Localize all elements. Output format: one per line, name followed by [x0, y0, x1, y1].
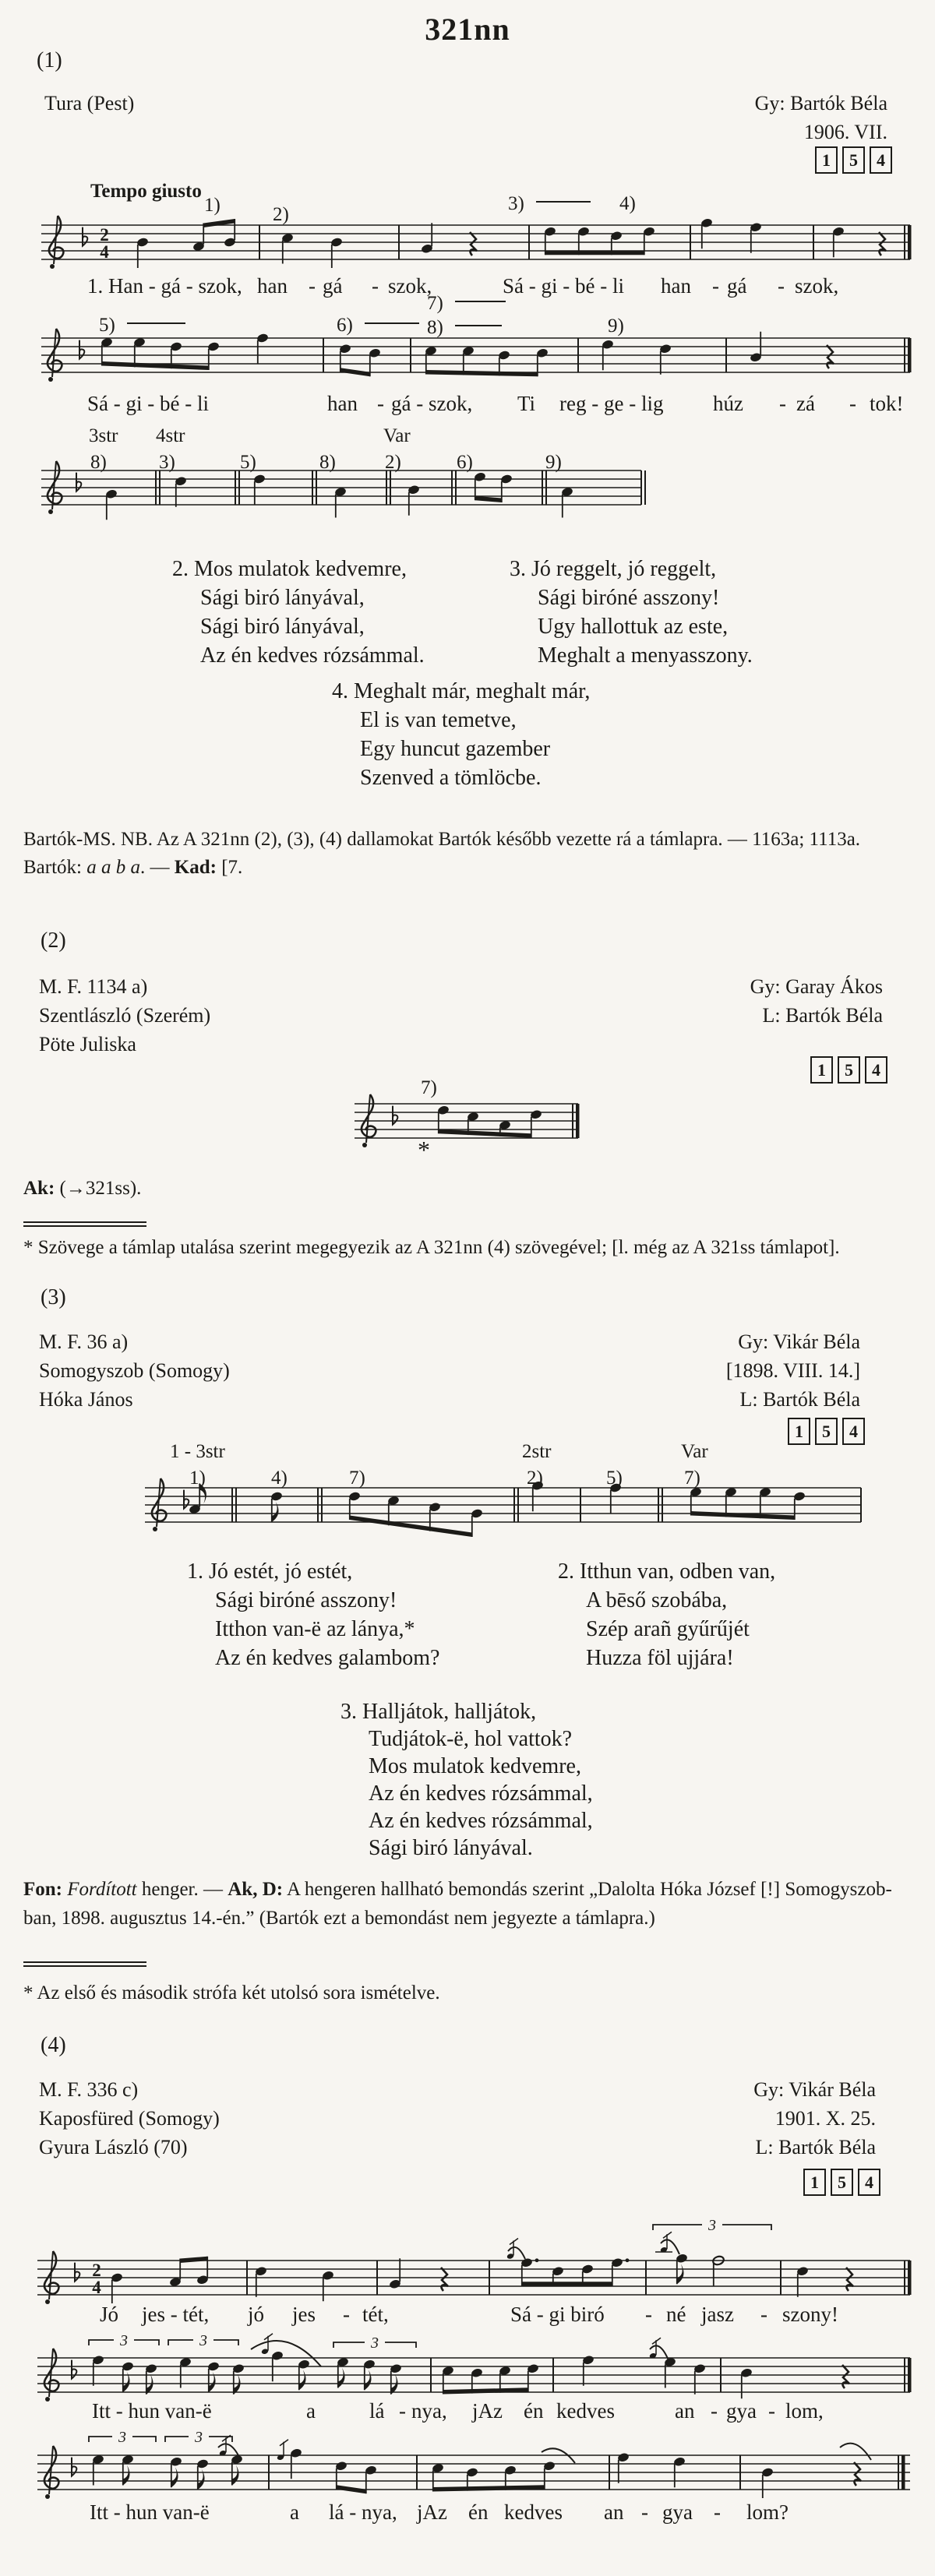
verse-line: Tudjátok-ë, hol vattok?: [369, 1727, 573, 1751]
lyric-token: gá: [323, 274, 343, 298]
class-box-digit: 1: [810, 1056, 833, 1084]
class-box-digit: 1: [815, 146, 838, 174]
musical-staff: [355, 1094, 580, 1147]
classification-boxes: [788, 1418, 865, 1445]
lyric-token: lom,: [785, 2399, 824, 2423]
lyric-token: -: [768, 2399, 775, 2423]
header-right-line: Gy: Vikár Béla: [738, 1330, 860, 1353]
staff-number-annotation: 4): [619, 193, 636, 214]
verse-line: Ugy hallottuk az este,: [538, 615, 729, 639]
staff-number-annotation: 7): [684, 1468, 700, 1489]
note-text-segment: Ak:: [23, 1178, 55, 1199]
lyric-token: jó: [248, 2303, 265, 2326]
staff-number-annotation: 8): [90, 452, 107, 473]
header-left-line: Hóka János: [39, 1388, 133, 1411]
note-paragraph-line: [23, 829, 860, 851]
staff-number-annotation: 5): [240, 452, 256, 473]
lyric-token: szony!: [782, 2303, 838, 2326]
class-box-digit: 5: [815, 1418, 838, 1445]
class-box-digit: 5: [831, 2169, 853, 2196]
class-box-digit: 1: [788, 1418, 810, 1445]
note-text-segment: * Szövege a támlap utalása szerint megegyezik az A 321nn (4) szövegével; [l. még az A 321ss támlapot].: [23, 1237, 840, 1258]
staff-number-annotation: 7): [349, 1468, 365, 1489]
lyric-token: szok,: [795, 274, 839, 298]
verse-line: Itthon van-ë az lánya,*: [215, 1617, 415, 1641]
lyric-token: jAz: [472, 2399, 503, 2423]
lyric-token: jes - tét,: [142, 2303, 210, 2326]
lyric-token: a: [306, 2399, 316, 2423]
lyric-token: Itt - hun van-ë: [90, 2500, 210, 2524]
verse-line: 3. Halljátok, halljátok,: [340, 1700, 537, 1724]
lyric-token: -: [377, 392, 384, 415]
verse-line: Sági biró lányával,: [200, 615, 365, 639]
verse-line: 1. Jó estét, jó estét,: [187, 1559, 353, 1584]
class-box-digit: 4: [870, 146, 892, 174]
header-right-line: Gy: Bartók Béla: [754, 92, 887, 115]
section-marker: (2): [41, 929, 66, 953]
musical-staff: [37, 2217, 912, 2304]
verse-line: Szenved a tömlöcbe.: [360, 766, 542, 790]
staff-number-annotation: 7): [421, 1077, 437, 1098]
staff-number-annotation: 7): [427, 293, 443, 314]
header-left-line: Pöte Juliska: [39, 1033, 136, 1055]
lyric-token: han: [661, 274, 691, 298]
verse-line: El is van temetve,: [360, 708, 517, 732]
verse-line: 2. Itthun van, odben van,: [558, 1559, 776, 1584]
svg-text:4: 4: [100, 242, 109, 262]
musical-staff: [41, 329, 912, 382]
annotation-extender-line: [455, 325, 502, 326]
lyric-token: an: [675, 2399, 695, 2423]
lyric-token: 1. Han - gá - szok,: [87, 274, 242, 298]
verse-line: Az én kedves rózsámmal,: [369, 1781, 593, 1806]
lyric-token: lá - nya,: [329, 2500, 397, 2524]
header-left-line: Tura (Pest): [44, 92, 135, 115]
section-marker: (3): [41, 1285, 66, 1309]
header-left-line: Gyura László (70): [39, 2136, 188, 2158]
header-left-line: M. F. 336 c): [39, 2078, 139, 2101]
note-text-segment: Fordított: [67, 1879, 137, 1900]
lyric-token: -: [714, 2500, 721, 2524]
header-left-line: Kaposfüred (Somogy): [39, 2107, 220, 2130]
lyric-token: Jó: [100, 2303, 119, 2326]
annotation-extender-line: [536, 201, 591, 203]
class-box-digit: 4: [865, 1056, 887, 1084]
note-text-segment: [7.: [216, 857, 243, 878]
footnote-rule: [23, 1961, 146, 1967]
note-paragraph-line: [23, 1908, 655, 1929]
svg-text:3: 3: [708, 2217, 716, 2234]
lyric-token: -: [645, 2303, 652, 2326]
class-box-digit: 5: [838, 1056, 860, 1084]
note-text-segment: henger. —: [136, 1879, 228, 1900]
lyric-token: lá: [369, 2399, 385, 2423]
classification-boxes: [815, 146, 892, 174]
header-right-line: L: Bartók Béla: [755, 2136, 876, 2158]
lyric-token: han: [257, 274, 288, 298]
svg-text:3: 3: [195, 2429, 203, 2446]
lyric-token: -: [779, 392, 786, 415]
musical-staff: [41, 216, 912, 269]
section-marker: (4): [41, 2033, 66, 2057]
lyric-token: Ti: [517, 392, 536, 415]
note-text-segment: Fon:: [23, 1879, 62, 1900]
svg-text:3: 3: [118, 2429, 126, 2446]
lyric-token: Sá - gi - bé - li: [87, 392, 209, 415]
musical-staff: [37, 2332, 912, 2402]
annotation-extender-line: [365, 322, 419, 324]
musical-staff: [145, 1478, 861, 1537]
svg-text:3: 3: [199, 2332, 207, 2349]
staff-number-annotation: 1): [204, 195, 221, 216]
note-text-segment: * Az első és második strófa két utolsó sora ismételve.: [23, 1982, 440, 2003]
lyric-token: -: [849, 392, 856, 415]
header-right-line: 1901. X. 25.: [774, 2107, 876, 2130]
header-right-line: Gy: Garay Ákos: [750, 975, 883, 998]
lyric-token: gá: [727, 274, 747, 298]
svg-text:3: 3: [371, 2335, 379, 2352]
verse-line: 2. Mos mulatok kedvemre,: [172, 557, 407, 581]
verse-line: 3. Jó reggelt, jó reggelt,: [510, 557, 717, 581]
lyric-token: lom?: [746, 2500, 789, 2524]
lyric-token: an: [604, 2500, 624, 2524]
lyric-token: reg - ge - lig: [559, 392, 664, 415]
header-right-line: [1898. VIII. 14.]: [725, 1359, 860, 1382]
note-text-segment: Kad:: [174, 857, 217, 878]
lyric-token: szok,: [388, 274, 432, 298]
lyric-token: Itt - hun van-ë: [92, 2399, 212, 2423]
verse-line: Huzza föl ujjára!: [586, 1646, 734, 1670]
note-paragraph-line: [23, 857, 242, 879]
section-marker: (1): [37, 48, 62, 72]
lyric-token: én: [468, 2500, 489, 2524]
staff-number-annotation: 8): [319, 452, 336, 473]
header-right-line: 1906. VII.: [803, 121, 887, 143]
note-text-segment: ban, 1898. augusztus 14.-én.” (Bartók ezt a bemondást nem jegyezte a támlapra.): [23, 1908, 655, 1929]
header-right-line: L: Bartók Béla: [739, 1388, 860, 1411]
verse-line: Sági biró lányával,: [200, 586, 365, 610]
staff-number-annotation: 6): [457, 452, 473, 473]
annotation-extender-line: [455, 301, 506, 302]
staff-number-annotation: 3): [508, 193, 524, 214]
class-box-digit: 4: [858, 2169, 880, 2196]
lyric-token: jes: [292, 2303, 316, 2326]
lyric-token: tét,: [362, 2303, 389, 2326]
svg-text:4: 4: [92, 2278, 101, 2297]
lyric-token: én: [524, 2399, 544, 2423]
class-box-digit: 1: [803, 2169, 826, 2196]
lyric-token: zá: [796, 392, 815, 415]
lyric-token: jasz: [701, 2303, 734, 2326]
staff-number-annotation: 2): [385, 452, 401, 473]
lyric-token: jAz: [417, 2500, 447, 2524]
staff-number-annotation: 6): [337, 315, 353, 336]
note-paragraph-line: [23, 1982, 440, 2004]
lyric-token: Sá - gi - bé - li: [503, 274, 624, 298]
staff-number-annotation: 9): [608, 315, 624, 337]
verse-line: A bēső szobába,: [586, 1588, 728, 1612]
note-paragraph-line: [23, 1879, 892, 1901]
lyric-token: -: [711, 2399, 718, 2423]
class-box-digit: 5: [842, 146, 865, 174]
header-left-line: Somogyszob (Somogy): [39, 1359, 230, 1382]
svg-text:2: 2: [100, 225, 109, 245]
note-text-segment: . —: [140, 857, 175, 878]
note-paragraph-line: [23, 1178, 141, 1200]
note-text-segment: (→321ss).: [55, 1178, 142, 1199]
lyric-token: gya: [726, 2399, 757, 2423]
staff-number-annotation: 9): [545, 452, 562, 473]
header-right-line: L: Bartók Béla: [762, 1004, 883, 1027]
class-box-digit: 4: [842, 1418, 865, 1445]
verse-line: Sági biróné asszony!: [215, 1588, 397, 1612]
lyric-token: -: [309, 274, 316, 298]
page-title: 321nn: [425, 12, 510, 47]
note-text-segment: a a b a: [86, 857, 140, 878]
lyric-token: -: [399, 2399, 406, 2423]
lyric-token: -: [712, 274, 719, 298]
header-left-line: M. F. 36 a): [39, 1330, 129, 1353]
note-paragraph-line: [23, 1237, 840, 1259]
verse-line: Szép arañ gyűrűjét: [586, 1617, 750, 1641]
note-text-segment: A hengeren hallható bemondás szerint „Dalolta Hóka József [!] Somogyszob-: [283, 1879, 892, 1900]
lyric-token: nya,: [411, 2399, 447, 2423]
lyric-token: kedves: [504, 2500, 563, 2524]
verse-line: Egy huncut gazember: [360, 737, 551, 761]
staff-number-annotation: 1): [189, 1468, 206, 1489]
musical-staff: [37, 2429, 910, 2499]
classification-boxes: [803, 2169, 880, 2196]
staff-number-annotation: 3): [159, 452, 175, 473]
lyric-token: -: [778, 274, 785, 298]
header-left-line: Szentlászló (Szerém): [39, 1004, 211, 1027]
header-left-line: M. F. 1134 a): [39, 975, 148, 998]
staff-number-annotation: 8): [427, 317, 443, 338]
strophe-label: 1 - 3str: [170, 1441, 225, 1462]
svg-text:3: 3: [120, 2332, 128, 2349]
lyric-token: han: [327, 392, 358, 415]
verse-line: Az én kedves rózsámmal.: [200, 643, 425, 668]
strophe-label: 3str: [89, 425, 118, 446]
verse-line: Meghalt a menyasszony.: [538, 643, 753, 668]
lyric-token: -: [641, 2500, 648, 2524]
verse-line: Mos mulatok kedvemre,: [369, 1754, 581, 1778]
lyric-token: -: [372, 274, 379, 298]
strophe-label: 2str: [522, 1441, 552, 1462]
svg-text:2: 2: [92, 2261, 101, 2280]
lyric-token: kedves: [556, 2399, 615, 2423]
lyric-token: -: [760, 2303, 767, 2326]
staff-number-annotation: 5): [606, 1468, 623, 1489]
tempo-marking: Tempo giusto: [90, 181, 202, 202]
header-right-line: Gy: Vikár Béla: [753, 2078, 876, 2101]
asterisk-mark: *: [418, 1136, 430, 1164]
staff-number-annotation: 2): [273, 204, 289, 225]
lyric-token: né: [666, 2303, 686, 2326]
verse-line: Az én kedves galambom?: [215, 1646, 440, 1670]
lyric-token: -: [343, 2303, 350, 2326]
verse-line: Sági biróné asszony!: [538, 586, 720, 610]
staff-number-annotation: 2): [527, 1468, 543, 1489]
lyric-token: Sá - gi biró: [510, 2303, 605, 2326]
verse-line: Az én kedves rózsámmal,: [369, 1809, 593, 1833]
lyric-token: gá - szok,: [391, 392, 473, 415]
verse-line: 4. Meghalt már, meghalt már,: [332, 679, 591, 703]
classification-boxes: [810, 1056, 887, 1084]
annotation-extender-line: [127, 322, 185, 324]
strophe-label: 4str: [156, 425, 185, 446]
strophe-label: Var: [681, 1441, 708, 1462]
verse-line: Sági biró lányával.: [369, 1836, 533, 1860]
lyric-token: gya: [662, 2500, 693, 2524]
strophe-label: Var: [383, 425, 411, 446]
staff-number-annotation: 5): [99, 315, 115, 336]
note-text-segment: Ak, D:: [228, 1879, 284, 1900]
lyric-token: tok!: [870, 392, 904, 415]
footnote-rule: [23, 1221, 146, 1227]
note-text-segment: Bartók:: [23, 857, 87, 878]
lyric-token: húz: [713, 392, 743, 415]
lyric-token: a: [290, 2500, 299, 2524]
staff-number-annotation: 4): [271, 1468, 288, 1489]
note-text-segment: Bartók-MS. NB. Az A 321nn (2), (3), (4) dallamokat Bartók később vezette rá a támlapra. — 1163a; 1113a.: [23, 829, 861, 850]
